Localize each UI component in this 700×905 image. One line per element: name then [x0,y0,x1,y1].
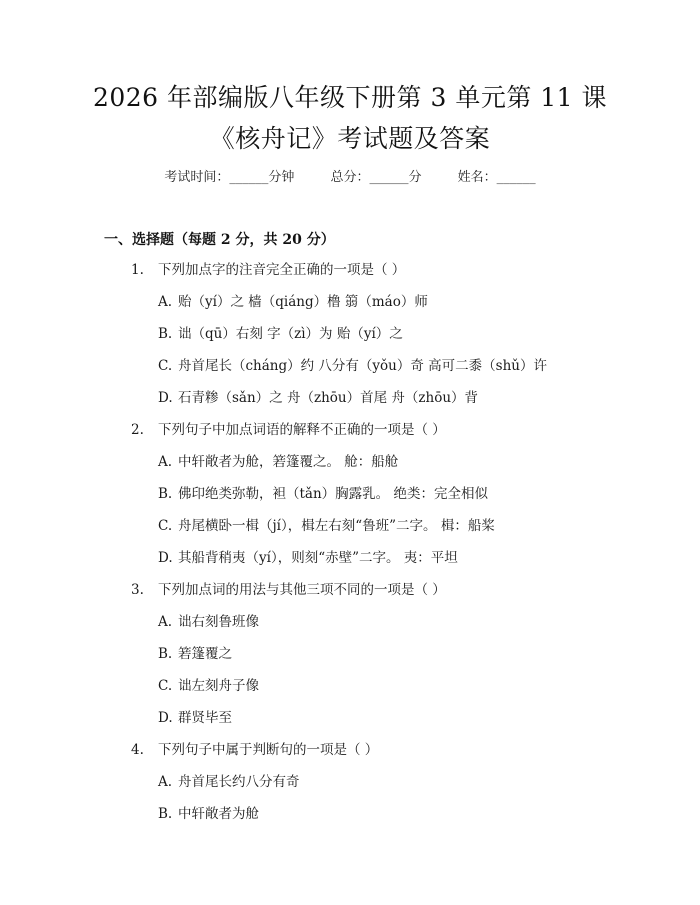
option-label: D. [158,550,173,566]
exam-meta [0,169,700,187]
question-2 [131,420,446,440]
question-2-option-a [158,452,398,472]
option-text: 舟首尾长（cháng）约 八分有（yǒu）奇 高可二黍（shǔ）许 [178,358,547,374]
option-text: 舟首尾长约八分有奇 [178,774,300,790]
question-2-option-b [158,484,488,504]
question-3-option-a [158,612,259,632]
question-1-option-b [158,324,403,344]
option-text: 诎左刻舟子像 [178,678,259,694]
option-text: 诎（qū）右刻 字（zì）为 贻（yí）之 [178,326,403,342]
option-label: D. [158,710,173,726]
question-3-option-d [158,708,232,728]
question-text: 下列句子中属于判断句的一项是（ ） [158,742,379,758]
section-heading: 一、选择题（每题 2 分，共 20 分） [104,232,335,248]
question-4-option-b [158,804,259,824]
option-text: 群贤毕至 [178,710,232,726]
option-text: 箬篷覆之 [178,646,232,662]
question-3-option-c [158,676,259,696]
question-3 [131,580,446,600]
option-label: A. [158,614,173,630]
option-label: A. [158,454,173,470]
question-1-option-c [158,356,547,376]
question-4-option-a [158,772,300,792]
option-text: 佛印绝类弥勒，袒（tǎn）胸露乳。 绝类：完全相似 [178,486,488,502]
option-label: A. [158,294,173,310]
question-2-option-c [158,516,495,536]
page-title-line-1: 2026 年部编版八年级下册第 3 单元第 11 课 [92,83,608,112]
option-text: 中轩敞者为舱 [178,806,259,822]
option-label: A. [158,774,173,790]
question-number: 2. [131,422,144,438]
option-label: B. [158,486,173,502]
page-title-line-2: 《核舟记》考试题及答案 [209,124,491,153]
question-text: 下列加点词的用法与其他三项不同的一项是（ ） [158,582,446,598]
option-text: 诎右刻鲁班像 [178,614,259,630]
option-label: B. [158,646,173,662]
question-number: 1. [131,262,144,278]
total-score-field: 总分：______分 [330,170,422,185]
option-label: C. [158,518,173,534]
option-text: 贻（yí）之 樯（qiáng）橹 篛（máo）师 [178,294,428,310]
question-1 [131,260,405,280]
question-4 [131,740,378,760]
exam-time-field: 考试时间：______分钟 [164,170,295,185]
option-label: B. [158,326,173,342]
question-2-option-d [158,548,458,568]
question-3-option-b [158,644,232,664]
option-text: 其船背稍夷（yí），则刻“赤壁”二字。 夷：平坦 [178,550,458,566]
option-text: 舟尾横卧一楫（jí），楫左右刻“鲁班”二字。 楫：船桨 [178,518,495,534]
option-text: 中轩敞者为舱，箬篷覆之。 舱：船舱 [178,454,399,470]
option-label: C. [158,678,173,694]
option-text: 石青糁（sǎn）之 舟（zhōu）首尾 舟（zhōu）背 [178,390,479,406]
option-label: D. [158,390,173,406]
question-1-option-a [158,292,428,312]
question-number: 4. [131,742,144,758]
question-number: 3. [131,582,144,598]
option-label: B. [158,806,173,822]
question-1-option-d [158,388,478,408]
student-name-field: 姓名：______ [457,170,536,185]
question-text: 下列句子中加点词语的解释不正确的一项是（ ） [158,422,446,438]
option-label: C. [158,358,173,374]
question-text: 下列加点字的注音完全正确的一项是（ ） [158,262,406,278]
